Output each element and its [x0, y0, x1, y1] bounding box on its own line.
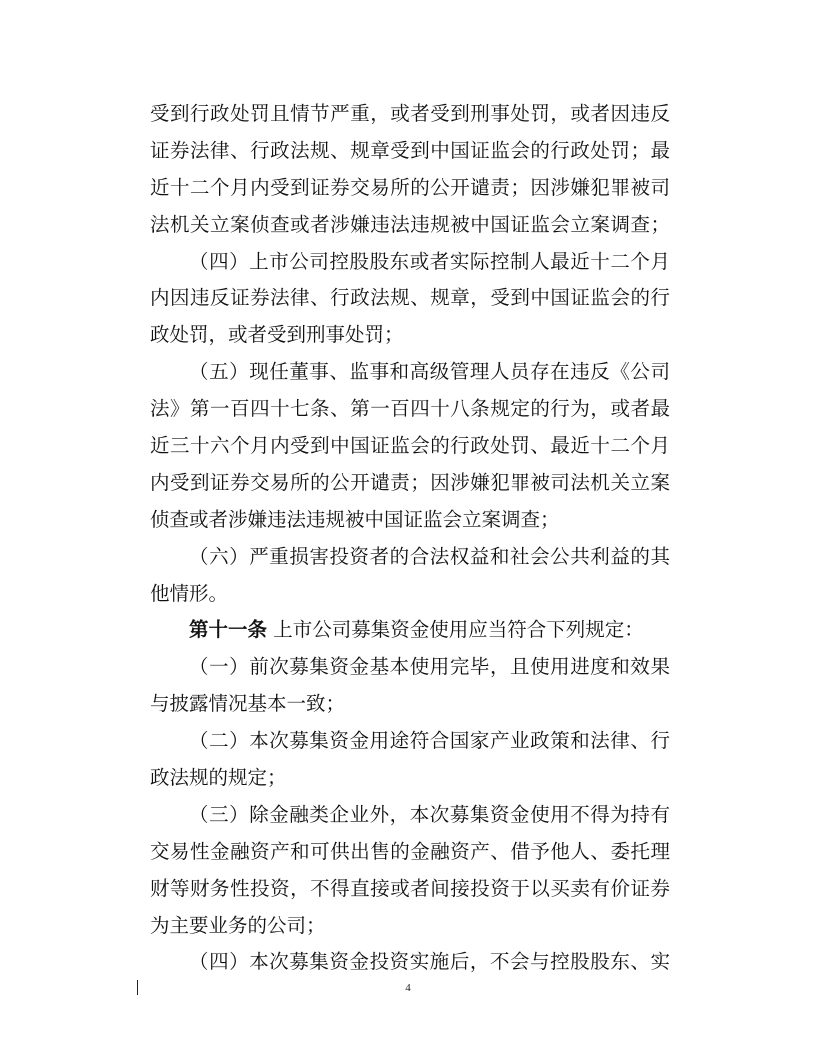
text-line: 侦查或者涉嫌违法违规被中国证监会立案调查； — [150, 507, 560, 531]
document-body — [150, 96, 670, 981]
text-line: 与披露情况基本一致； — [150, 692, 346, 716]
text-line: 内受到证券交易所的公开谴责；因涉嫌犯罪被司法机关立案 — [150, 470, 670, 494]
clause-5-line: （五）现任董事、监事和高级管理人员存在违反《公司 — [189, 360, 670, 384]
item-3-line: （三）除金融类企业外，本次募集资金使用不得为持有 — [189, 802, 670, 826]
item-4-line: （四）本次募集资金投资实施后，不会与控股股东、实 — [189, 950, 670, 974]
text-line: 受到行政处罚且情节严重，或者受到刑事处罚，或者因违反 — [150, 102, 670, 125]
text-line: 交易性金融资产和可供出售的金融资产、借予他人、委托理 — [150, 839, 670, 863]
text-line: 政法规的规定； — [150, 766, 287, 790]
item-1-line: （一）前次募集资金基本使用完毕，且使用进度和效果 — [189, 655, 670, 679]
text-line: 法机关立案侦查或者涉嫌违法违规被中国证监会立案调查； — [150, 212, 670, 236]
page-number: 4 — [405, 982, 411, 994]
clause-4-line: （四）上市公司控股股东或者实际控制人最近十二个月 — [189, 249, 670, 273]
text-line: 财等财务性投资，不得直接或者间接投资于以买卖有价证券 — [150, 876, 670, 900]
article-11-line — [150, 612, 670, 649]
article-11-text: 上市公司募集资金使用应当符合下列规定： — [273, 618, 644, 642]
text-line: 内因违反证券法律、行政法规、规章，受到中国证监会的行 — [150, 286, 670, 310]
footer-margin-mark — [137, 980, 138, 995]
text-line: 政处罚，或者受到刑事处罚； — [150, 323, 404, 347]
text-line: 为主要业务的公司； — [150, 913, 326, 937]
text-line: 证券法律、行政法规、规章受到中国证监会的行政处罚；最 — [150, 138, 670, 162]
text-line: 他情形。 — [150, 581, 229, 605]
article-label: 第十一条 — [189, 618, 268, 642]
text-line: 近十二个月内受到证券交易所的公开谴责；因涉嫌犯罪被司 — [150, 175, 670, 199]
text-line: 法》第一百四十七条、第一百四十八条规定的行为，或者最 — [150, 397, 670, 421]
text-line: 近三十六个月内受到中国证监会的行政处罚、最近十二个月 — [150, 434, 670, 458]
clause-6-line: （六）严重损害投资者的合法权益和社会公共利益的其 — [189, 544, 670, 568]
item-2-line: （二）本次募集资金用途符合国家产业政策和法律、行 — [189, 729, 670, 753]
